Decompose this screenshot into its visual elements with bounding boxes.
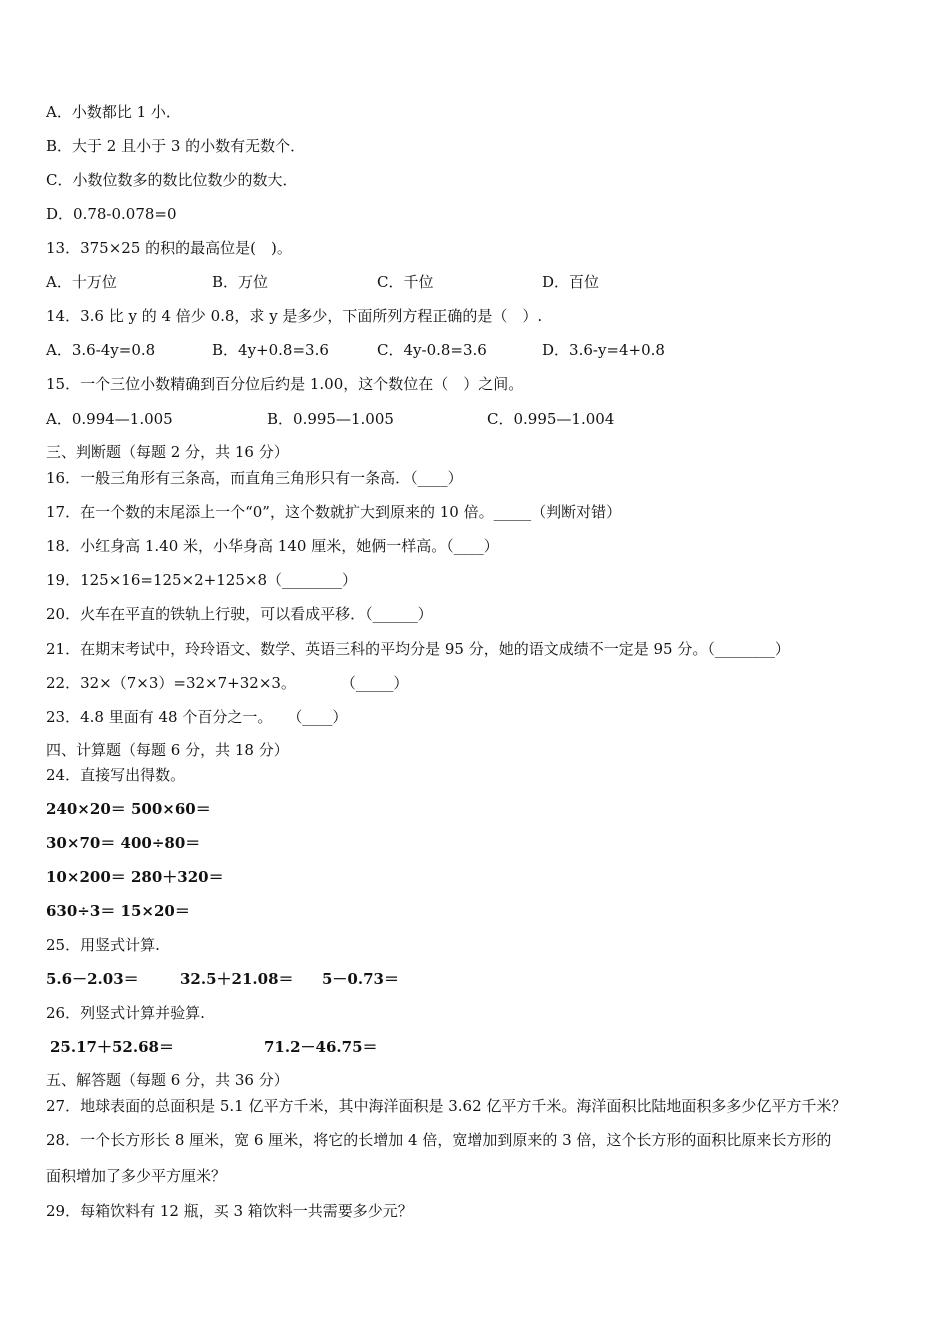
q23: 23．4.8 里面有 48 个百分之一。 （____） — [46, 708, 348, 726]
q17: 17．在一个数的末尾添上一个“0”，这个数就扩大到原来的 10 倍。_____（判断对错） — [46, 503, 622, 521]
q15-option-a: A．0.994—1.005 — [46, 410, 173, 428]
q25-item-2: 32.5＋21.08＝ — [180, 970, 294, 988]
q12-option-c: C．小数位数多的数比位数少的数大． — [46, 171, 298, 189]
section-5-heading: 五、解答题（每题 6 分，共 36 分） — [46, 1071, 289, 1089]
q26-stem: 26．列竖式计算并验算. — [46, 1004, 205, 1022]
q20: 20．火车在平直的铁轨上行驶，可以看成平移．（______） — [46, 605, 433, 623]
q28-line-2: 面积增加了多少平方厘米？ — [46, 1167, 227, 1185]
q16: 16．一般三角形有三条高，而直角三角形只有一条高．（____） — [46, 469, 463, 487]
section-3-heading: 三、判断题（每题 2 分，共 16 分） — [46, 443, 289, 461]
q18: 18．小红身高 1.40 米，小华身高 140 厘米，她俩一样高。（____） — [46, 537, 499, 555]
q19: 19．125×16=125×2+125×8（________） — [46, 571, 357, 589]
q24-row-4: 630÷3＝ 15×20＝ — [46, 902, 190, 920]
q25-stem: 25．用竖式计算. — [46, 936, 160, 954]
q27: 27．地球表面的总面积是 5.1 亿平方千米，其中海洋面积是 3.62 亿平方千米。海洋面积比陆地面积多多少亿平方千米？ — [46, 1097, 847, 1115]
q24-row-3: 10×200＝ 280＋320＝ — [46, 868, 224, 886]
q21: 21．在期末考试中，玲玲语文、数学、英语三科的平均分是 95 分，她的语文成绩不一定是 95 分。（________） — [46, 640, 790, 658]
section-4-heading: 四、计算题（每题 6 分，共 18 分） — [46, 741, 289, 759]
q14-option-b: B．4y+0.8=3.6 — [212, 341, 329, 359]
q14-option-a: A．3.6-4y=0.8 — [46, 341, 156, 359]
q14-option-d: D．3.6-y=4+0.8 — [542, 341, 665, 359]
q15-stem: 15．一个三位小数精确到百分位后约是 1.00，这个数位在（ ）之间。 — [46, 375, 524, 393]
q14-option-c: C．4y-0.8=3.6 — [377, 341, 487, 359]
q14-stem: 14．3.6 比 y 的 4 倍少 0.8，求 y 是多少，下面所列方程正确的是（ ）. — [46, 307, 543, 325]
q24-row-2: 30×70＝ 400÷80＝ — [46, 834, 201, 852]
q26-item-1: 25.17＋52.68＝ — [50, 1038, 174, 1056]
q29: 29．每箱饮料有 12 瓶，买 3 箱饮料一共需要多少元？ — [46, 1202, 413, 1220]
q25-item-3: 5－0.73＝ — [322, 970, 399, 988]
q13-option-a: A．十万位 — [46, 273, 117, 291]
q25-item-1: 5.6－2.03＝ — [46, 970, 139, 988]
q12-option-d: D．0.78-0.078=0 — [46, 205, 177, 223]
q26-item-2: 71.2－46.75＝ — [264, 1038, 378, 1056]
q13-option-d: D．百位 — [542, 273, 600, 291]
q28-line-1: 28．一个长方形长 8 厘米，宽 6 厘米，将它的长增加 4 倍，宽增加到原来的 3 倍，这个长方形的面积比原来长方形的 — [46, 1131, 832, 1149]
q13-option-b: B．万位 — [212, 273, 269, 291]
q12-option-b: B．大于 2 且小于 3 的小数有无数个． — [46, 137, 306, 155]
q15-option-c: C．0.995—1.004 — [487, 410, 615, 428]
q12-option-a: A．小数都比 1 小． — [46, 103, 181, 121]
q15-option-b: B．0.995—1.005 — [267, 410, 394, 428]
q13-option-c: C．千位 — [377, 273, 434, 291]
q24-stem: 24．直接写出得数。 — [46, 766, 186, 784]
q22: 22．32×（7×3）=32×7+32×3。 （_____） — [46, 674, 409, 692]
q24-row-1: 240×20＝ 500×60＝ — [46, 800, 211, 818]
q13-stem: 13．375×25 的积的最高位是( )。 — [46, 239, 292, 257]
